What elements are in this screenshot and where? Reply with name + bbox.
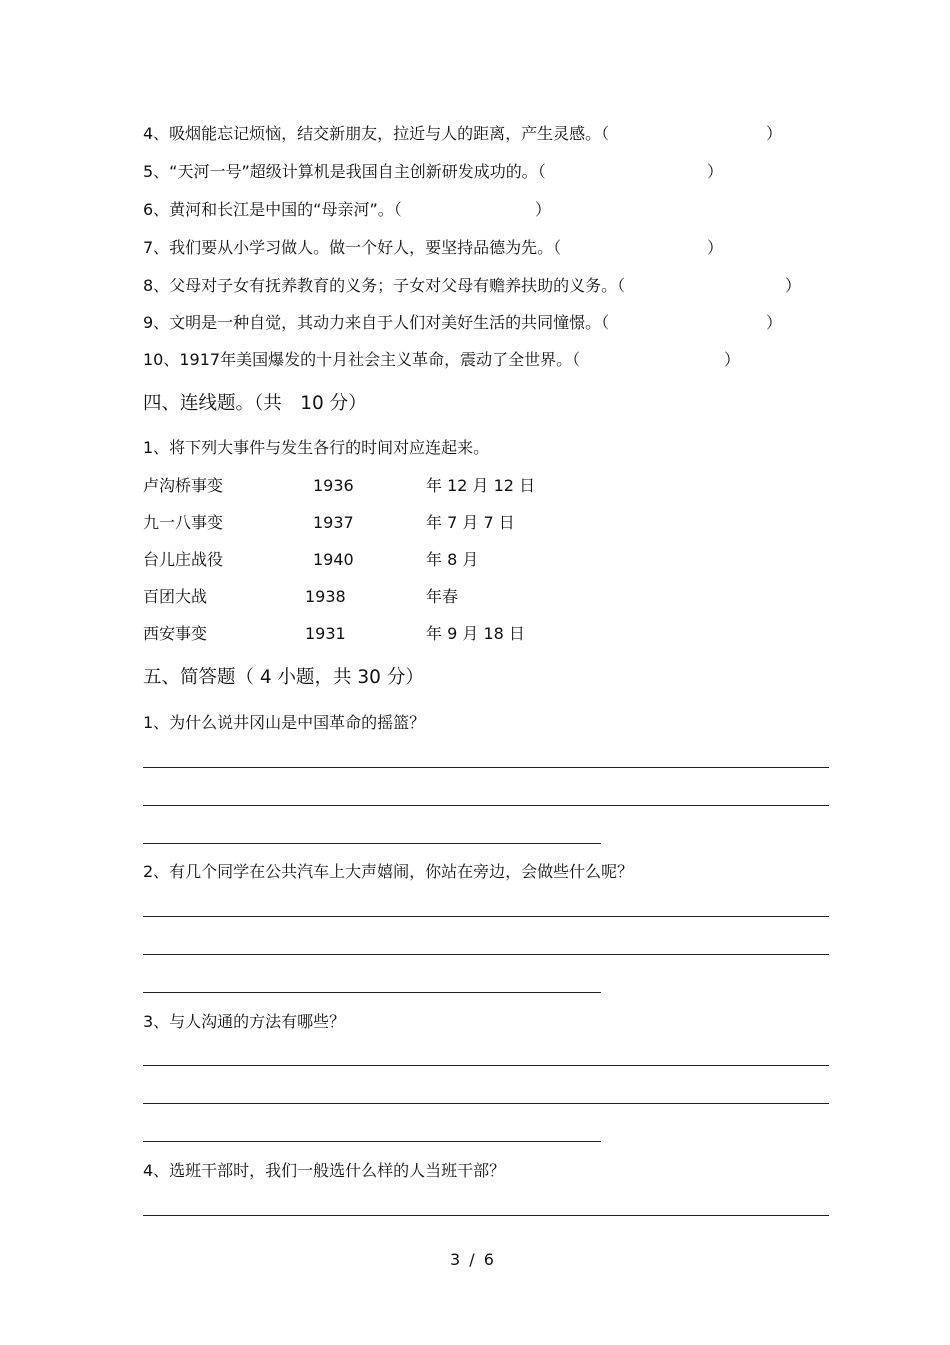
matching-date: 年 7 月 7 日: [426, 513, 515, 532]
answer-line[interactable]: [143, 916, 829, 917]
judgement-item-text: 6、黄河和长江是中国的“母亲河”。（: [143, 200, 402, 219]
short-answer-question-2: 2、有几个同学在公共汽车上大声嬉闹，你站在旁边，会做些什么呢？: [143, 862, 634, 881]
matching-date: 年春: [426, 587, 459, 606]
answer-line[interactable]: [143, 767, 829, 768]
judgement-item-text: 8、父母对子女有抚养教育的义务；子女对父母有赡养扶助的义务。（: [143, 276, 626, 295]
answer-line[interactable]: [143, 1103, 829, 1104]
answer-line[interactable]: [143, 1065, 829, 1066]
section-4-title: 四、连线题。（共 10 分）: [143, 393, 367, 414]
matching-event: 西安事变: [143, 624, 208, 643]
page-number: 3 / 6: [450, 1250, 496, 1269]
short-answer-question-4: 4、选班干部时，我们一般选什么样的人当班干部？: [143, 1161, 506, 1180]
judgement-item-5: [143, 162, 546, 182]
matching-event: 百团大战: [143, 587, 208, 606]
answer-paren-close: ）: [766, 313, 783, 332]
short-answer-question-3: 3、与人沟通的方法有哪些？: [143, 1012, 346, 1031]
judgement-item-9: [143, 313, 609, 333]
judgement-item-6: [143, 200, 402, 220]
judgement-item-text: 4、吸烟能忘记烦恼，结交新朋友，拉近与人的距离，产生灵感。（: [143, 124, 610, 143]
matching-date: 年 9 月 18 日: [426, 624, 525, 643]
matching-date: 年 12 月 12 日: [426, 476, 536, 495]
answer-line[interactable]: [143, 1141, 601, 1142]
section-5-title: 五、简答题（ 4 小题，共 30 分）: [143, 667, 424, 688]
judgement-item-text: 5、“天河一号”超级计算机是我国自主创新研发成功的。（: [143, 162, 546, 181]
answer-paren-close: ）: [707, 238, 724, 257]
matching-date: 年 8 月: [426, 550, 479, 569]
judgement-item-text: 10、1917年美国爆发的十月社会主义革命，震动了全世界。（: [143, 350, 581, 369]
judgement-item-text: 7、我们要从小学习做人。做一个好人，要坚持品德为先。（: [143, 238, 562, 257]
answer-paren-close: ）: [724, 350, 741, 369]
matching-year: 1937: [313, 513, 354, 532]
answer-line[interactable]: [143, 1215, 829, 1216]
judgement-item-text: 9、文明是一种自觉，其动力来自于人们对美好生活的共同憧憬。（: [143, 313, 610, 332]
matching-year: 1940: [313, 550, 354, 569]
answer-line[interactable]: [143, 843, 601, 844]
answer-paren-close: ）: [707, 162, 724, 181]
matching-event: 九一八事变: [143, 513, 224, 532]
answer-paren-close: ）: [535, 200, 552, 219]
matching-event: 卢沟桥事变: [143, 476, 224, 495]
judgement-item-4: [143, 124, 609, 144]
matching-event: 台儿庄战役: [143, 550, 224, 569]
short-answer-question-1: 1、为什么说井冈山是中国革命的摇篮？: [143, 713, 426, 732]
matching-question: 1、将下列大事件与发生各行的时间对应连起来。: [143, 438, 490, 457]
matching-year: 1938: [305, 587, 346, 606]
answer-line[interactable]: [143, 805, 829, 806]
answer-paren-close: ）: [766, 124, 783, 143]
answer-line[interactable]: [143, 954, 829, 955]
answer-line[interactable]: [143, 992, 601, 993]
matching-year: 1931: [305, 624, 346, 643]
matching-year: 1936: [313, 476, 354, 495]
answer-paren-close: ）: [785, 276, 802, 295]
judgement-item-10: [143, 350, 580, 370]
judgement-item-7: [143, 238, 561, 258]
judgement-item-8: [143, 276, 625, 296]
